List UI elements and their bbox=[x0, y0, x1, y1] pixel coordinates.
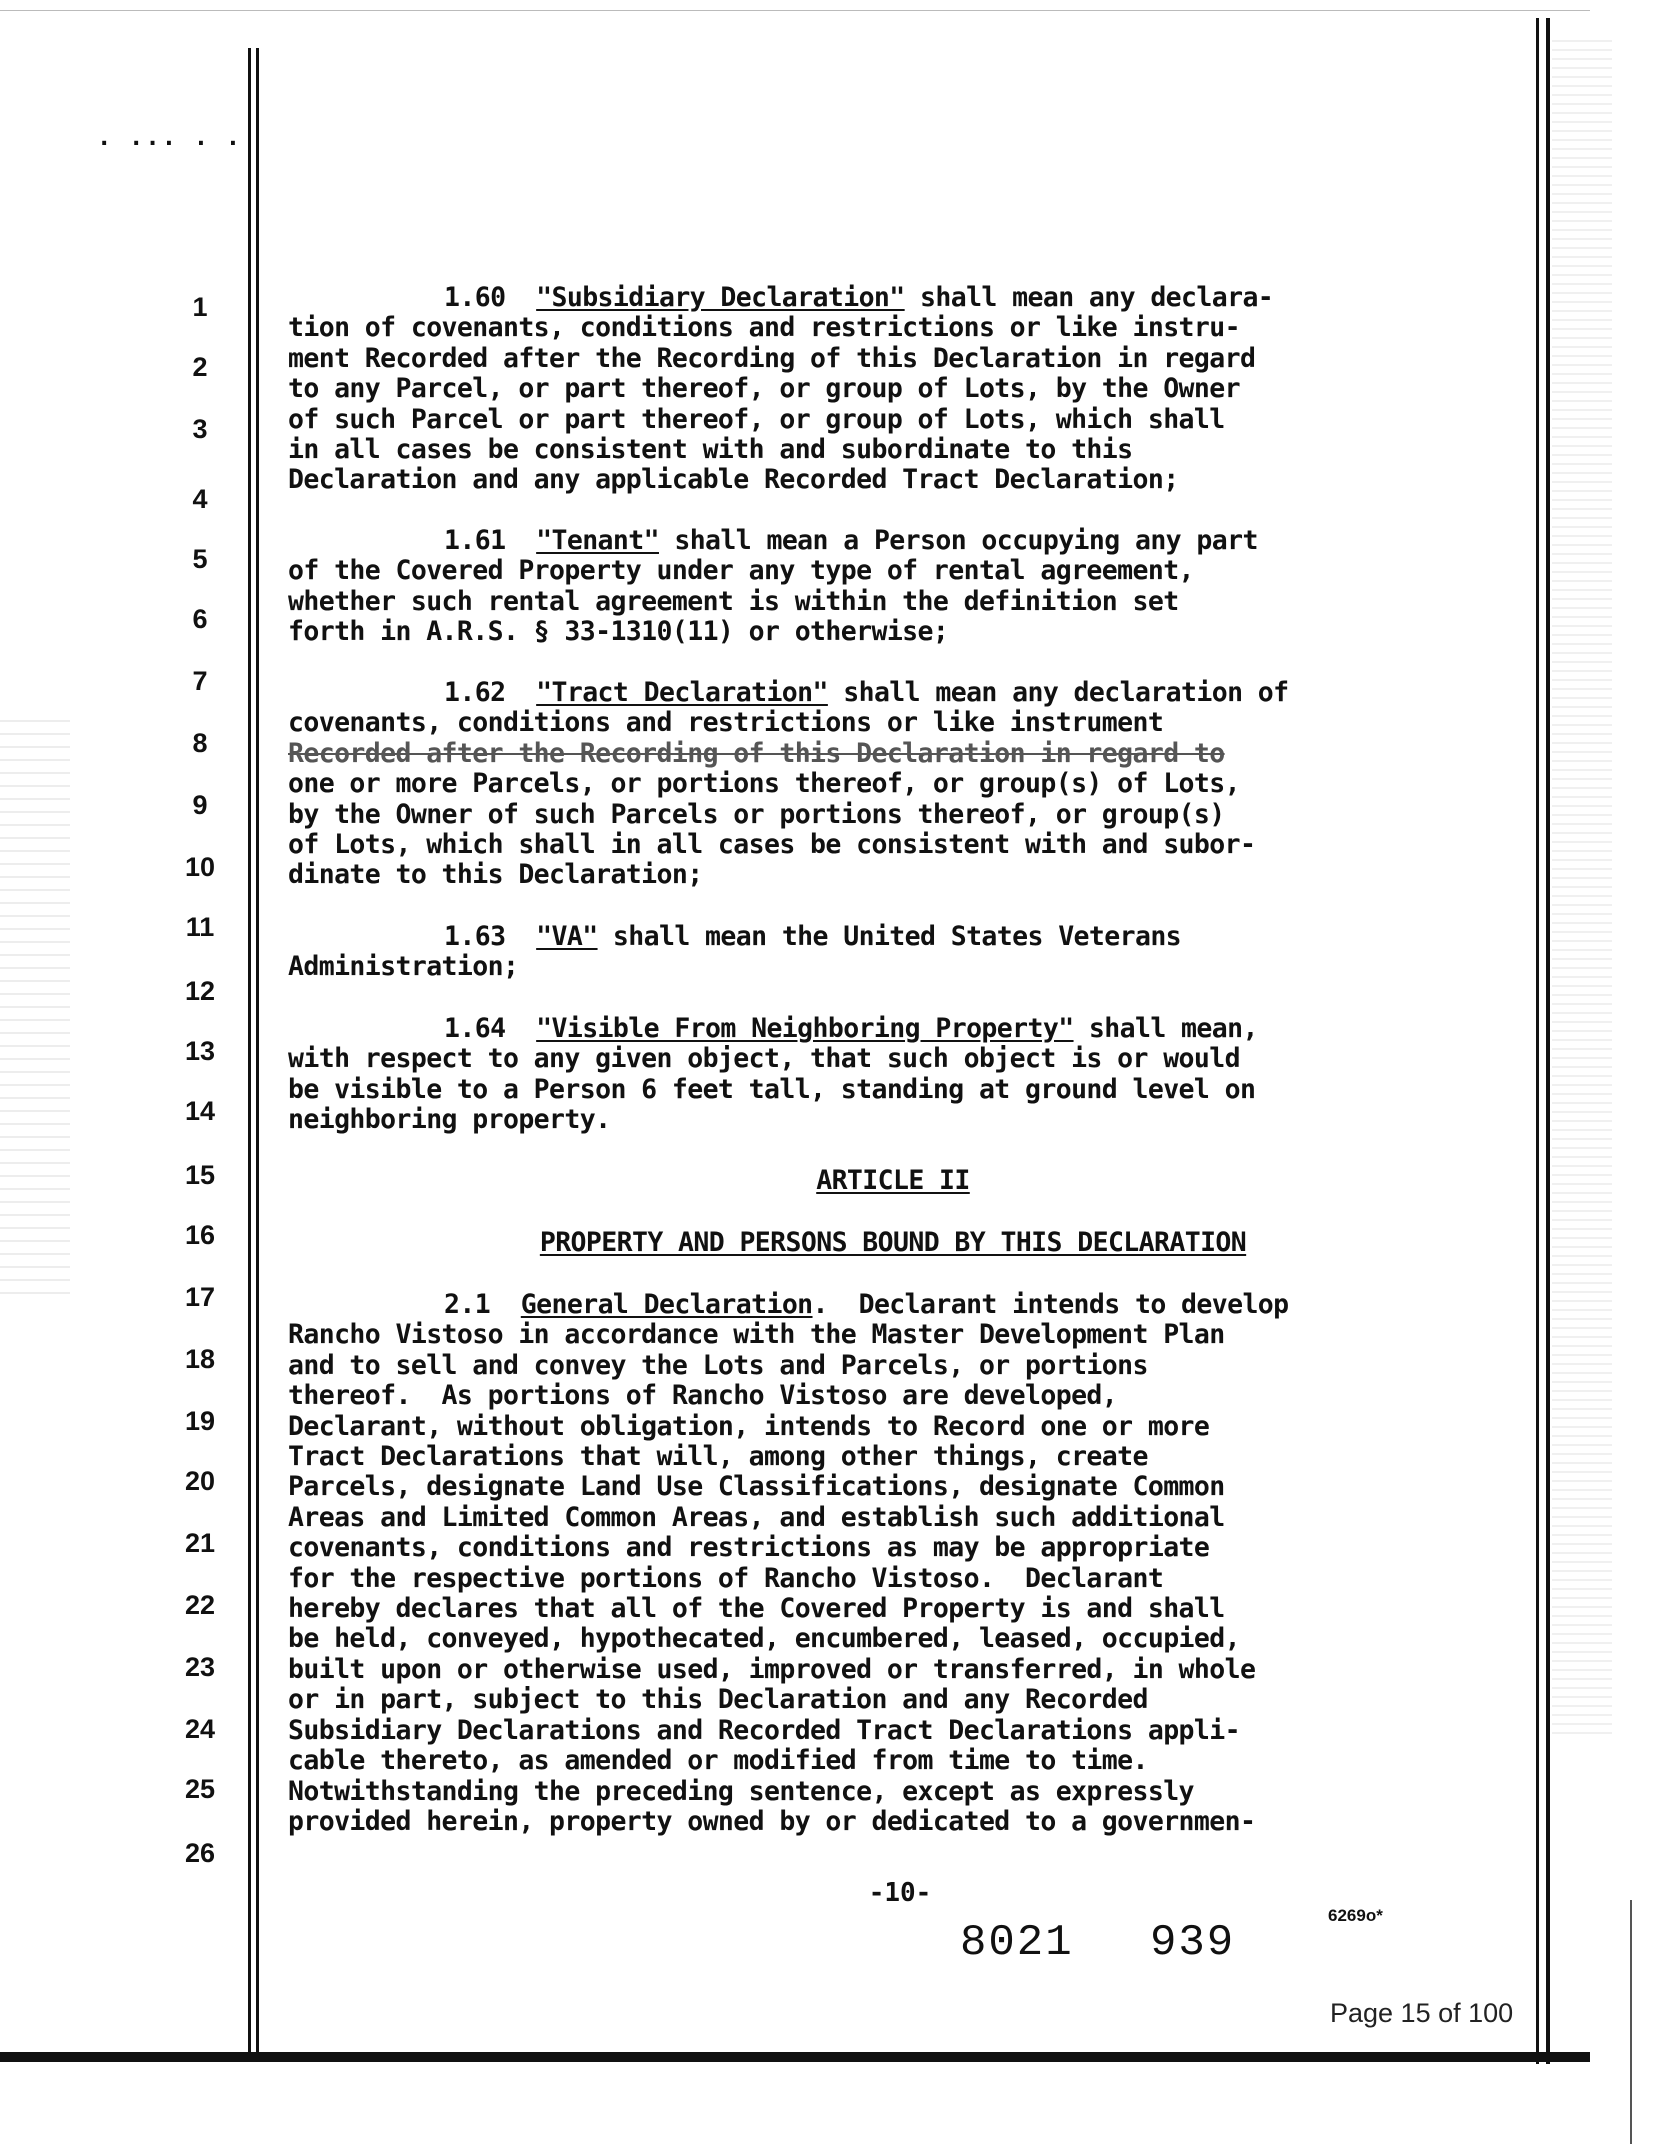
text-line: Subsidiary Declarations and Recorded Tract Declarations appli- bbox=[288, 1714, 1240, 1746]
article-heading bbox=[288, 1166, 1498, 1196]
line-number: 23 bbox=[184, 1652, 216, 1682]
text-line: be visible to a Person 6 feet tall, standing at ground level on bbox=[288, 1073, 1256, 1105]
line-number: 19 bbox=[184, 1406, 216, 1436]
left-margin-rule bbox=[248, 48, 251, 2058]
line-number: 13 bbox=[184, 1036, 216, 1066]
bottom-border bbox=[0, 2052, 1590, 2062]
left-margin-rule-inner bbox=[256, 48, 259, 2058]
section-number: 1.61 bbox=[444, 525, 506, 556]
text-line: shall mean the United States Veterans bbox=[597, 921, 1182, 952]
section-number: 2.1 bbox=[444, 1289, 491, 1320]
text-line: and to sell and convey the Lots and Parcels, or portions bbox=[288, 1349, 1148, 1381]
line-number: 9 bbox=[192, 790, 208, 820]
line-number: 14 bbox=[184, 1096, 216, 1126]
section-1-63 bbox=[288, 922, 1498, 983]
page-of-indicator: Page 15 of 100 bbox=[1330, 1998, 1514, 2028]
recording-stamp-page: 939 bbox=[1150, 1918, 1236, 1968]
line-number: 24 bbox=[184, 1714, 216, 1744]
text-line: Parcels, designate Land Use Classifications, designate Common bbox=[288, 1471, 1225, 1503]
defined-term: "Subsidiary Declaration" bbox=[536, 282, 905, 313]
text-line: covenants, conditions and restrictions or like instrument bbox=[288, 707, 1164, 739]
section-title: General Declaration bbox=[520, 1289, 813, 1320]
line-number: 15 bbox=[184, 1160, 216, 1190]
text-line: thereof. As portions of Rancho Vistoso are developed, bbox=[288, 1380, 1118, 1412]
right-margin-rule-outer bbox=[1546, 18, 1550, 2064]
defined-term: "Tract Declaration" bbox=[536, 677, 828, 708]
text-line: for the respective portions of Rancho Vistoso. Declarant bbox=[288, 1562, 1164, 1594]
text-line: Notwithstanding the preceding sentence, except as expressly bbox=[288, 1775, 1194, 1807]
text-line: tion of covenants, conditions and restrictions or like instru- bbox=[288, 312, 1240, 344]
article-subtitle: PROPERTY AND PERSONS BOUND BY THIS DECLARATION bbox=[539, 1227, 1247, 1258]
line-number: 7 bbox=[192, 666, 208, 696]
section-number: 1.63 bbox=[444, 921, 506, 952]
line-number: 10 bbox=[184, 852, 216, 882]
defined-term: "Visible From Neighboring Property" bbox=[536, 1013, 1074, 1044]
line-number: 8 bbox=[192, 728, 208, 758]
text-line: Tract Declarations that will, among other things, create bbox=[288, 1441, 1148, 1473]
line-number: 1 bbox=[192, 292, 208, 322]
text-line: Rancho Vistoso in accordance with the Master Development Plan bbox=[288, 1319, 1225, 1351]
text-line: Declaration and any applicable Recorded Tract Declaration; bbox=[288, 464, 1179, 496]
text-line: with respect to any given object, that such object is or would bbox=[288, 1043, 1240, 1075]
right-margin-rule bbox=[1536, 18, 1539, 2064]
line-number: 22 bbox=[184, 1590, 216, 1620]
text-line: Administration; bbox=[288, 951, 519, 983]
line-number: 26 bbox=[184, 1838, 216, 1868]
defined-term: "VA" bbox=[536, 921, 598, 952]
line-number: 16 bbox=[184, 1220, 216, 1250]
recording-stamp-book: 8021 bbox=[960, 1918, 1074, 1968]
text-line: hereby declares that all of the Covered Property is and shall bbox=[288, 1593, 1225, 1625]
text-line: dinate to this Declaration; bbox=[288, 859, 703, 891]
section-number: 1.62 bbox=[444, 677, 506, 708]
text-line: built upon or otherwise used, improved or transferred, in whole bbox=[288, 1653, 1256, 1685]
document-code: 6269o* bbox=[1328, 1906, 1383, 1925]
text-line: or in part, subject to this Declaration and any Recorded bbox=[288, 1684, 1148, 1716]
section-1-60 bbox=[288, 283, 1498, 496]
text-line: by the Owner of such Parcels or portions thereof, or group(s) bbox=[288, 798, 1225, 830]
defined-term: "Tenant" bbox=[536, 525, 659, 556]
section-number: 1.60 bbox=[444, 282, 506, 313]
line-number: 12 bbox=[184, 976, 216, 1006]
line-number: 4 bbox=[192, 484, 208, 514]
line-number: 11 bbox=[185, 912, 215, 942]
text-line: to any Parcel, or part thereof, or group of Lots, by the Owner bbox=[288, 373, 1240, 405]
page-number: -10- bbox=[868, 1878, 932, 1908]
text-line: forth in A.R.S. § 33-1310(11) or otherwise; bbox=[288, 616, 949, 648]
scan-noise-left bbox=[0, 720, 70, 1300]
section-1-61 bbox=[288, 526, 1498, 648]
section-1-62 bbox=[288, 678, 1498, 891]
section-number: 1.64 bbox=[444, 1013, 506, 1044]
scan-noise-right bbox=[1552, 40, 1612, 1740]
text-line: one or more Parcels, or portions thereof, or group(s) of Lots, bbox=[288, 768, 1240, 800]
top-edge bbox=[0, 10, 1590, 11]
text-line: shall mean any declaration of bbox=[827, 677, 1289, 708]
line-number: 5 bbox=[192, 544, 208, 574]
text-line: neighboring property. bbox=[288, 1104, 611, 1136]
text-line: ment Recorded after the Recording of this Declaration in regard bbox=[288, 342, 1256, 374]
text-line: of such Parcel or part thereof, or group of Lots, which shall bbox=[288, 403, 1225, 435]
section-2-1 bbox=[288, 1290, 1498, 1837]
line-number: 25 bbox=[184, 1774, 216, 1804]
line-number: 18 bbox=[184, 1344, 216, 1374]
paper-edge bbox=[1630, 1900, 1632, 2144]
line-number: 20 bbox=[184, 1466, 216, 1496]
text-line: Declarant, without obligation, intends to Record one or more bbox=[288, 1410, 1210, 1442]
text-line: whether such rental agreement is within the definition set bbox=[288, 585, 1179, 617]
text-line: be held, conveyed, hypothecated, encumbered, leased, occupied, bbox=[288, 1623, 1240, 1655]
text-line: of the Covered Property under any type of rental agreement, bbox=[288, 555, 1194, 587]
article-subheading bbox=[288, 1228, 1498, 1258]
text-line: shall mean, bbox=[1073, 1013, 1258, 1044]
top-dots: . ... . . bbox=[100, 126, 246, 151]
text-line: in all cases be consistent with and subordinate to this bbox=[288, 434, 1133, 466]
line-number: 6 bbox=[192, 604, 208, 634]
line-number: 17 bbox=[184, 1282, 216, 1312]
text-line: Areas and Limited Common Areas, and establish such additional bbox=[288, 1501, 1225, 1533]
line-number: 3 bbox=[192, 414, 208, 444]
text-line: provided herein, property owned by or dedicated to a governmen- bbox=[288, 1805, 1256, 1837]
text-line: Recorded after the Recording of this Declaration in regard to bbox=[288, 737, 1225, 769]
text-line: shall mean a Person occupying any part bbox=[658, 525, 1258, 556]
text-line: shall mean any declara- bbox=[904, 282, 1274, 313]
section-1-64 bbox=[288, 1014, 1498, 1136]
article-title: ARTICLE II bbox=[816, 1165, 970, 1196]
text-line: of Lots, which shall in all cases be consistent with and subor- bbox=[288, 829, 1256, 861]
line-number: 21 bbox=[184, 1528, 216, 1558]
text-line: . Declarant intends to develop bbox=[812, 1289, 1289, 1320]
text-line: covenants, conditions and restrictions as may be appropriate bbox=[288, 1532, 1210, 1564]
line-number: 2 bbox=[192, 352, 208, 382]
text-line: cable thereto, as amended or modified from time to time. bbox=[288, 1745, 1148, 1777]
